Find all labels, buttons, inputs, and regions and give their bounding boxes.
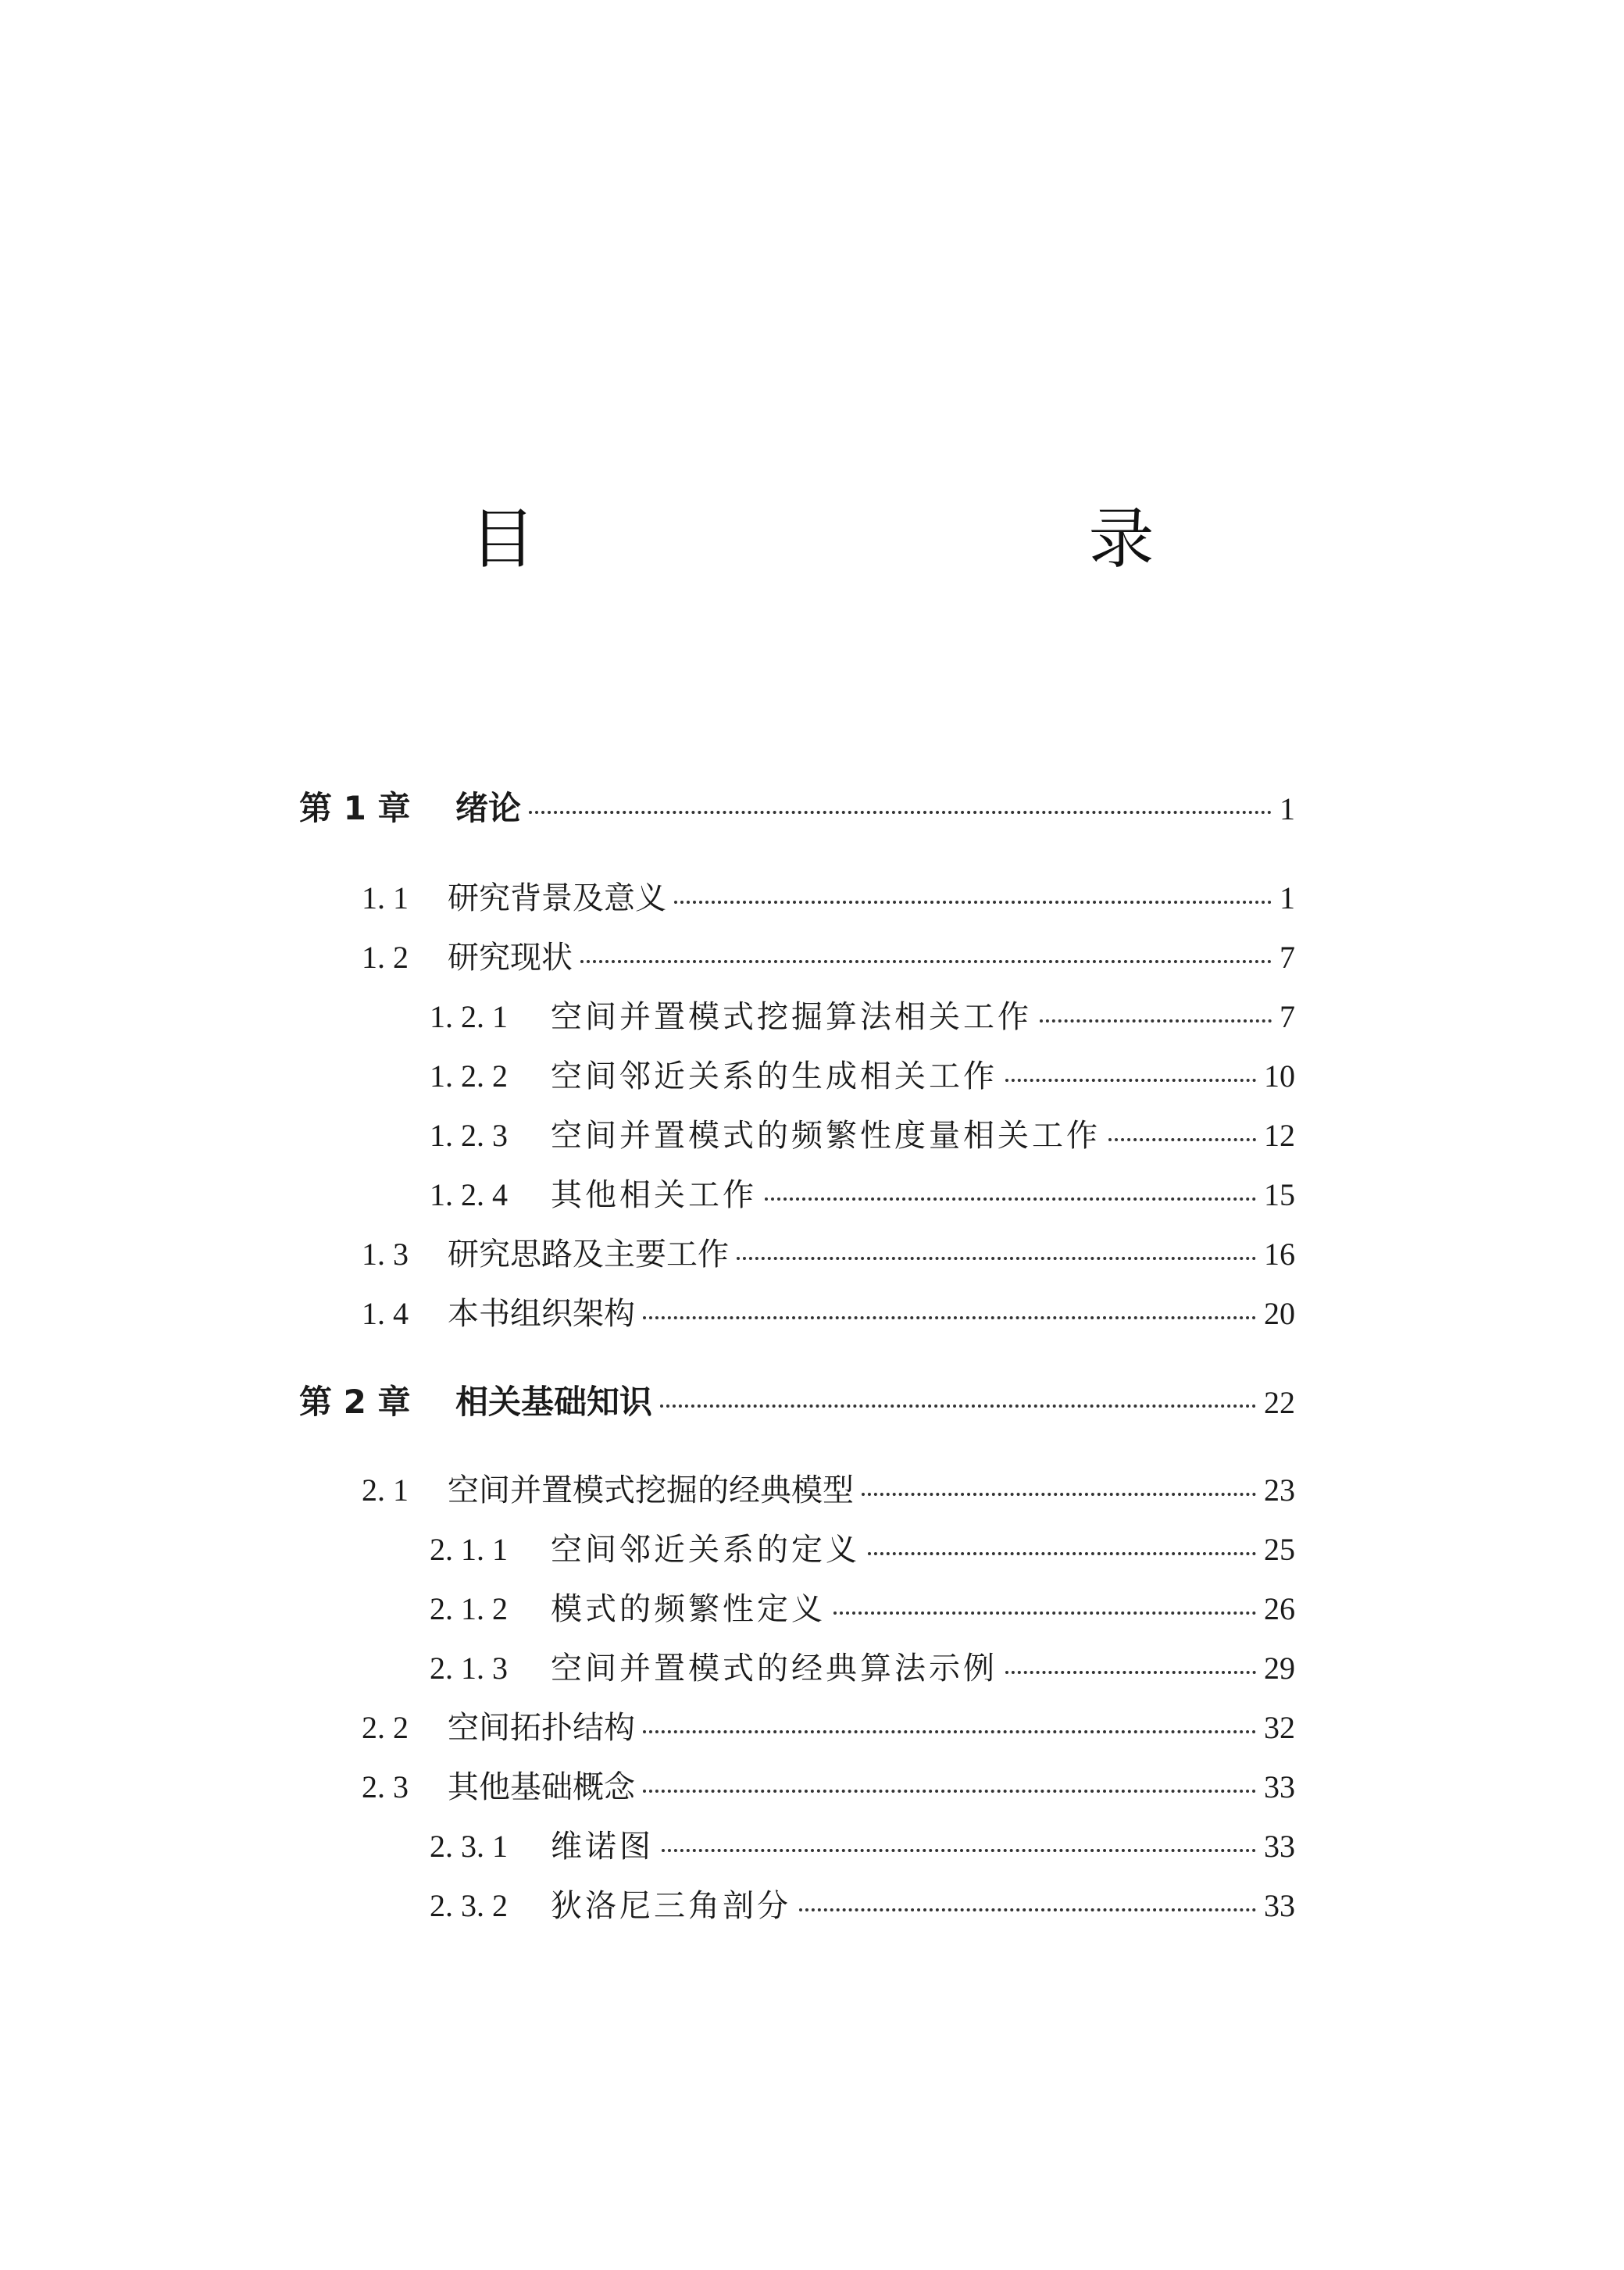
chapter-number: 第 2 章 (299, 1383, 411, 1421)
page-number: 1 (1280, 791, 1295, 826)
chapter-title: 相关基础知识 (455, 1383, 653, 1421)
page-number: 12 (1264, 1118, 1295, 1153)
page-title: 目 录 (469, 501, 1295, 577)
dot-leader (868, 1552, 1256, 1555)
subsection-number: 2. 1. 3 (430, 1651, 508, 1686)
page-number: 7 (1280, 999, 1295, 1034)
section-number: 2. 2 (362, 1710, 409, 1745)
dot-leader (862, 1493, 1256, 1496)
page-number: 33 (1264, 1888, 1295, 1923)
section-number: 2. 1 (362, 1472, 409, 1508)
section-number: 1. 1 (362, 880, 409, 915)
subsection-title: 空间并置模式的频繁性度量相关工作 (551, 1118, 1101, 1154)
dot-leader (643, 1730, 1256, 1733)
subsection-number: 1. 2. 1 (430, 999, 508, 1034)
chapter-title: 绪论 (455, 789, 522, 827)
toc-section-2-3[interactable] (362, 1762, 1295, 1807)
page-number: 10 (1264, 1058, 1295, 1094)
page-number: 16 (1264, 1237, 1295, 1272)
section-title: 研究背景及意义 (448, 880, 666, 916)
toc-subsection-1-2-4[interactable] (430, 1170, 1295, 1215)
toc-subsection-2-3-2[interactable] (430, 1881, 1295, 1926)
section-number: 1. 2 (362, 940, 409, 975)
subsection-number: 2. 3. 1 (430, 1829, 508, 1864)
chapter-number: 第 1 章 (299, 789, 411, 827)
dot-leader (799, 1908, 1256, 1911)
dot-leader (1108, 1138, 1256, 1141)
subsection-title: 空间邻近关系的生成相关工作 (551, 1058, 998, 1094)
toc-chapter-2[interactable] (299, 1376, 1295, 1423)
page-number: 1 (1280, 880, 1295, 915)
page-number: 32 (1264, 1710, 1295, 1745)
toc-section-2-2[interactable] (362, 1703, 1295, 1747)
page-number: 22 (1264, 1385, 1295, 1420)
dot-leader (529, 811, 1272, 814)
dot-leader (1005, 1671, 1256, 1674)
section-number: 1. 4 (362, 1296, 409, 1331)
section-title: 研究思路及主要工作 (448, 1237, 729, 1272)
dot-leader (580, 960, 1272, 963)
page-number: 15 (1264, 1177, 1295, 1212)
subsection-number: 2. 1. 1 (430, 1532, 508, 1567)
toc-subsection-2-1-3[interactable] (430, 1644, 1295, 1688)
dot-leader (833, 1611, 1256, 1615)
page-number: 29 (1264, 1651, 1295, 1686)
page-number: 23 (1264, 1472, 1295, 1508)
toc-section-2-1[interactable] (362, 1465, 1295, 1510)
toc-subsection-2-3-1[interactable] (430, 1822, 1295, 1866)
subsection-title: 空间并置模式挖掘算法相关工作 (551, 999, 1032, 1035)
section-title: 研究现状 (448, 940, 573, 976)
dot-leader (1005, 1079, 1256, 1082)
toc-section-1-2[interactable] (362, 933, 1295, 977)
page-number: 7 (1280, 940, 1295, 975)
section-title: 其他基础概念 (448, 1769, 635, 1805)
page-number: 33 (1264, 1769, 1295, 1804)
subsection-title: 空间并置模式的经典算法示例 (551, 1651, 998, 1686)
subsection-title: 空间邻近关系的定义 (551, 1532, 860, 1568)
toc-subsection-1-2-3[interactable] (430, 1111, 1295, 1155)
subsection-number: 2. 1. 2 (430, 1591, 508, 1626)
dot-leader (765, 1197, 1256, 1201)
dot-leader (1040, 1019, 1272, 1023)
subsection-number: 1. 2. 3 (430, 1118, 508, 1153)
toc-section-1-1[interactable] (362, 873, 1295, 918)
subsection-title: 其他相关工作 (551, 1177, 757, 1213)
toc-section-1-4[interactable] (362, 1289, 1295, 1333)
page-number: 33 (1264, 1829, 1295, 1864)
toc-subsection-2-1-1[interactable] (430, 1525, 1295, 1569)
dot-leader (643, 1316, 1256, 1319)
section-title: 本书组织架构 (448, 1296, 635, 1332)
dot-leader (737, 1257, 1256, 1260)
toc-subsection-1-2-1[interactable] (430, 992, 1295, 1037)
section-number: 1. 3 (362, 1237, 409, 1272)
subsection-title: 狄洛尼三角剖分 (551, 1888, 791, 1924)
dot-leader (643, 1790, 1256, 1793)
section-number: 2. 3 (362, 1769, 409, 1804)
page-number: 25 (1264, 1532, 1295, 1567)
toc-section-1-3[interactable] (362, 1230, 1295, 1274)
toc-subsection-2-1-2[interactable] (430, 1584, 1295, 1629)
section-title: 空间拓扑结构 (448, 1710, 635, 1746)
dot-leader (660, 1404, 1256, 1408)
toc-subsection-1-2-2[interactable] (430, 1051, 1295, 1096)
subsection-title: 模式的频繁性定义 (551, 1591, 826, 1627)
subsection-title: 维诺图 (551, 1829, 654, 1865)
section-title: 空间并置模式挖掘的经典模型 (448, 1472, 854, 1508)
dot-leader (662, 1849, 1256, 1852)
subsection-number: 1. 2. 2 (430, 1058, 508, 1094)
page-number: 26 (1264, 1591, 1295, 1626)
page-number: 20 (1264, 1296, 1295, 1331)
dot-leader (674, 901, 1272, 904)
toc-chapter-1[interactable] (299, 783, 1295, 830)
subsection-number: 2. 3. 2 (430, 1888, 508, 1923)
subsection-number: 1. 2. 4 (430, 1177, 508, 1212)
